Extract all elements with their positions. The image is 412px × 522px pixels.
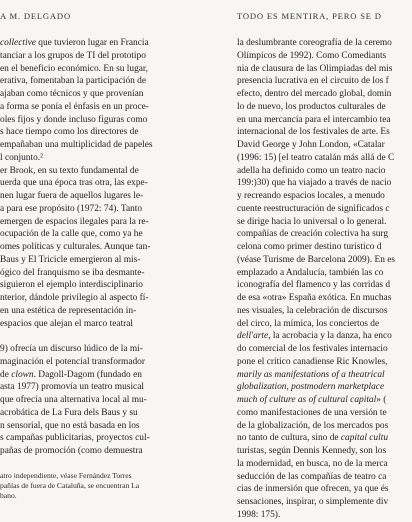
text-line: ajaban como técnicos y que provenían [0,89,144,99]
text-line: asta 1977) promovía un teatro musical [0,382,144,393]
text-line: de esa «otra» España exótica. En muchas [237,293,392,303]
text-line: iconografía del flamenco y las corridas d [237,280,391,291]
text-line: 199:)30) que ha viajado a través de nacio [237,178,392,189]
text-line: omes políticas y culturales. Aunque tan- [0,242,151,252]
text-line: ocupación de la calle que, como ya he [0,229,143,240]
footnote-line: atro independiente, véase Fernández Torres [0,471,132,480]
text-line: presencia lucrativa en el circuito de los f [237,76,389,87]
text-line: en una mercancía para el intercambio tea [237,114,391,125]
text-line: emergen de espacios ilegales para la re- [0,216,149,227]
text-line: la deslumbrante coreografía de la ceremo [237,38,392,48]
text-line: s hace tiempo como los directores de [0,127,139,138]
text-line: adella ha definido como un teatro nacio [237,165,386,176]
footnote-line: bano. [0,491,17,500]
text-line: David George y John London, «Catalar [237,140,385,150]
text-line: nterior, dándole privilegio al aspecto fí- [0,293,149,303]
text-line: nes visuales, la celebración de discursos [237,305,388,316]
text-line: internacional de los festivales de arte. Es [237,127,390,138]
text-line [0,330,199,343]
text-line: 9) ofrecía un discurso lúdico de la mi- [0,344,143,354]
text-line: uerda que una época tras otra, las expe- [0,178,148,189]
text-line: y recreando espacios locales, a menudo [237,191,385,201]
text-line: empañaban una multiplicidad de papeles [0,140,153,150]
text-line: del circo, la mímica, los conciertos de [237,318,380,329]
header-author: A M. DELGADO [0,11,71,21]
text-line: nen lugar fuera de aquellos lugares le- [0,191,144,201]
text-line: pañas de promoción (como demuestra [0,446,143,456]
text-line: no tanto de cultura, sino de capital cultu [237,433,389,444]
text-line: globalization, postmodern marketplace [237,382,385,393]
text-line: a forma se ponía el énfasis en un proce- [0,101,149,112]
text-line: maginación el potencial transformador [0,356,145,367]
text-line: como manifestaciones de una versión te [237,407,387,418]
footnote-line: pañías de fuera de Cataluña, se encuentran La [0,481,140,490]
text-line: a para ese propósito (1972: 74). Tanto [0,203,143,214]
text-line: 1998: 175). [237,509,281,520]
text-line: marily as manifestations of a theatrical [237,369,385,380]
text-line: de clown. Dagoll-Dagom (fundado en [0,369,142,380]
right-column-text [237,37,412,520]
text-line: ógico del franquismo se iba desmante- [0,267,145,278]
text-line: s campañas publicitarias, proyectos cul- [0,433,150,444]
text-line: er Brook, en su texto fundamental de [0,165,139,176]
text-line: seducción de las compañías de teatro ca [237,471,387,482]
text-line: l conjunto.² [0,152,43,163]
text-line: nia de clausura de las Olimpiadas del mis [237,63,393,74]
text-line: se dirige hacia lo universal o lo general. [237,216,387,227]
text-line: erativa, fomentaban la participación de [0,76,147,87]
text-line: emplazado a Andalucía, también las co [237,267,384,278]
text-line: much of culture as of cultural capital» ( [237,395,387,405]
text-line: oles fijos y donde incluso figuras como [0,114,148,125]
text-line: n sensorial, que no está basada en los [0,420,140,431]
text-line: sensaciones, inspirar, o simplemente div [237,497,389,507]
text-line: de la globalización, de los mercados pos [237,420,389,431]
text-line: celona como primer destino turístico d [237,242,382,252]
text-line: cuente reestructuración de significados c [237,203,390,214]
text-line: siguieron el ejemplo interdisciplinario [0,280,143,291]
header-title: TODO ES MENTIRA, PERO SE D [237,11,382,21]
text-line: dell'arte, la acrobacia y la danza, ha enco [237,331,392,342]
text-line: pone el crítico canadiense Ric Knowles, [237,356,388,367]
text-line: tanciar a los grupos de TI del prototipo [0,50,146,61]
running-header [0,11,400,25]
text-line: collective que tuvieron lugar en Francia [0,38,149,48]
text-line: que ofrecía una alternativa local al mu- [0,395,147,405]
text-line: lo de nuevo, los productos culturales de [237,101,386,112]
text-line: efecto, dentro del mercado global, domin [237,89,392,99]
text-line: acrobática de La Fura dels Baus y su [0,407,138,418]
text-line: (véase Turisme de Barcelona 2009). En es [237,254,396,265]
text-line: turistas, según Dennis Kennedy, son los [237,446,387,456]
text-line: (1996: 15) [el teatro catalán más allá de C [237,152,395,163]
text-line: la modernidad, en busca, no de la merca [237,458,388,469]
text-line: Olímpicos de 1992). Como Comediants [237,50,387,61]
footnotes [0,471,199,501]
text-line: en el beneficio económico. En su lugar, [0,63,149,74]
text-line: cias de inmersión que ofrecen, ya que és [237,484,389,495]
text-line: Baus y El Tricicle emergieron al mis- [0,254,141,265]
text-line: compañías de creación colectiva ha surg [237,229,389,240]
text-line: do comercial de los festivales internacio [237,344,388,354]
left-column-text [0,37,199,477]
text-line: espacios que alejan el marco teatral [0,318,134,329]
text-line: en una estética de representación in- [0,305,137,316]
